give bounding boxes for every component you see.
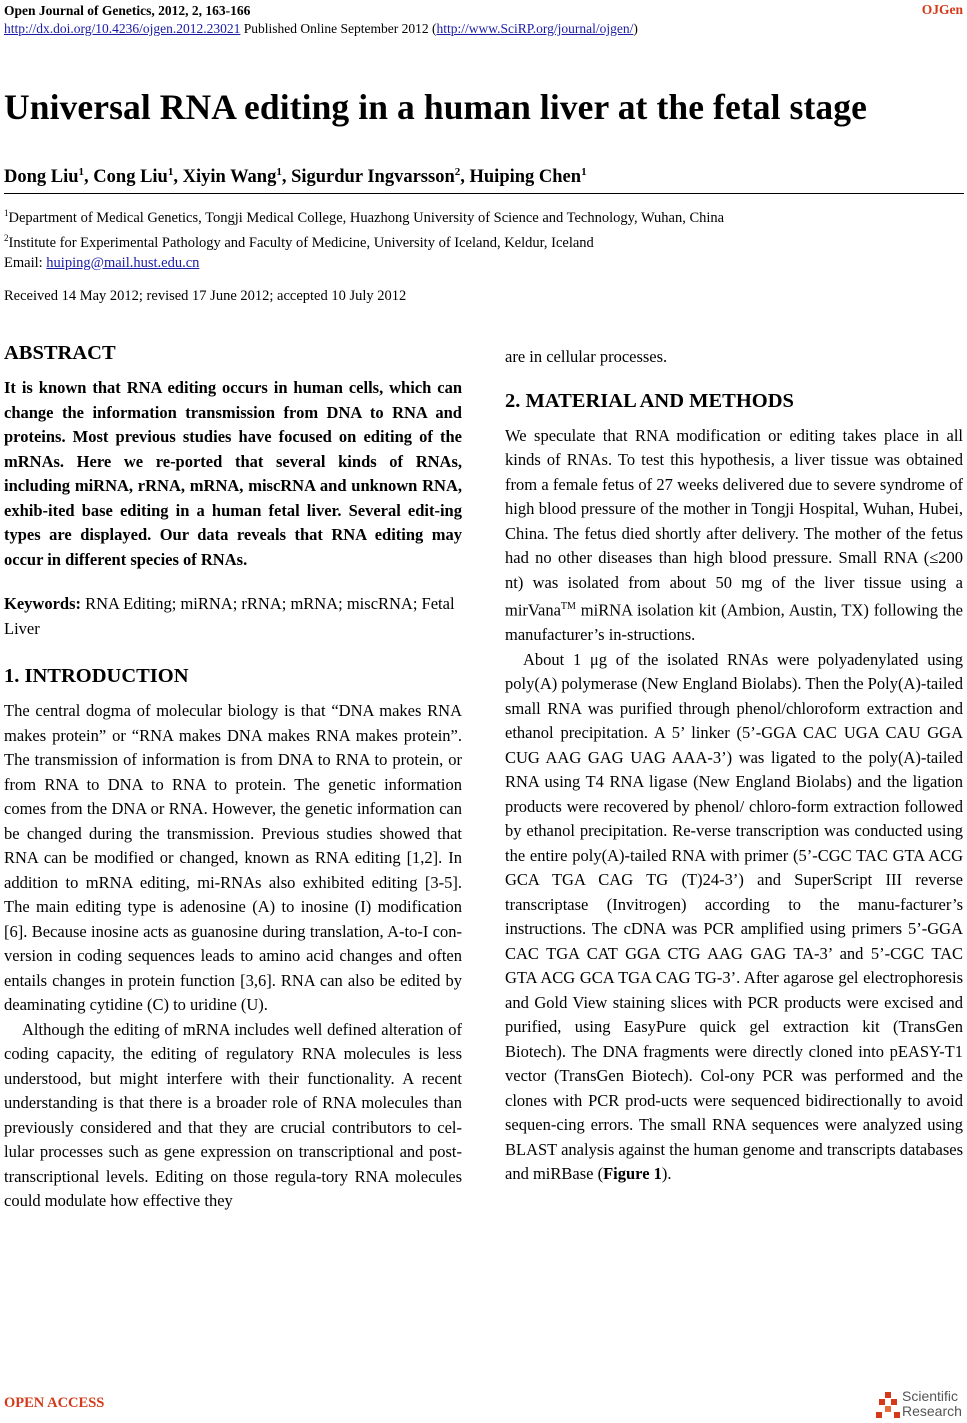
logo-text-line-1: Scientific <box>902 1388 959 1404</box>
left-column <box>4 340 462 1214</box>
author-affiliation-sup: 2 <box>454 166 461 178</box>
author-name: Huiping Chen <box>469 167 582 188</box>
methods-text: miRNA isolation kit (Ambion, Austin, TX) following the manufacturer’s in-structions. <box>505 600 963 644</box>
publisher-logo-icon <box>876 1392 900 1420</box>
methods-paragraph-2 <box>505 648 963 1187</box>
email-link[interactable]: huiping@mail.hust.edu.cn <box>46 254 200 271</box>
intro-paragraph-2-continued: are in cellular processes. <box>505 347 668 366</box>
affiliation-sup: 1 <box>4 208 9 218</box>
keywords-label: Keywords: <box>4 594 81 613</box>
author-affiliation-sup: 1 <box>581 166 587 178</box>
author-name: Cong Liu <box>93 167 168 188</box>
affiliations <box>4 203 724 273</box>
methods-paragraph-1 <box>505 424 963 648</box>
journal-link[interactable]: http://www.SciRP.org/journal/ojgen/ <box>436 21 634 36</box>
received-dates: Received 14 May 2012; revised 17 June 2012; accepted 10 July 2012 <box>4 288 407 304</box>
scientific-research-logo <box>876 1388 966 1422</box>
email-label: Email: <box>4 254 47 271</box>
keywords <box>4 592 462 641</box>
figure-reference[interactable]: Figure 1 <box>603 1164 662 1183</box>
logo-text-line-2: Research <box>902 1403 962 1419</box>
journal-abbrev: OJGen <box>921 2 963 17</box>
methods-text: ). <box>661 1164 672 1183</box>
right-column <box>505 345 963 1187</box>
affiliation-text: Institute for Experimental Pathology and Faculty of Medicine, University of Iceland, Keldur, Iceland <box>8 234 594 251</box>
publication-line <box>4 20 638 38</box>
affiliation-text: Department of Medical Genetics, Tongji Medical College, Huazhong University of Science and Technology, Wuhan, China <box>8 209 725 226</box>
author-affiliation-sup: 1 <box>167 166 174 178</box>
introduction-heading: 1. INTRODUCTION <box>4 665 189 687</box>
abstract-heading: ABSTRACT <box>4 342 116 364</box>
running-header <box>4 2 638 38</box>
author-list <box>4 166 587 188</box>
author-separator: , <box>173 167 183 188</box>
keywords-text: RNA Editing; miRNA; rRNA; mRNA; miscRNA; Fetal Liver <box>4 594 455 638</box>
title-divider <box>4 193 964 194</box>
author-affiliation-sup: 1 <box>276 166 282 178</box>
methods-text: About 1 μg of the isolated RNAs were polyadenylated using poly(A) polymerase (New England Biolabs). Then the Poly(A)-tailed small RNA was purified through phenol/chloroform extraction and ethanol precipitation. A 5’ linker (5’-GGA CAC UGA CAU GGA CUG AAG GAG UAG AAA-3’) was ligated to the poly(A)-tailed RNA using T4 RNA ligase (New England Biolabs) and the ligation products were recovered by phenol/ chloro-form extraction followed by ethanol precipitation. Re-verse transcription was conducted using the entire poly(A)-tailed RNA with primer (5’-CGC TAC GTA ACG GCA TGA CAG TG (T)24-3’) and SuperScript III reverse transcriptase (Invitrogen) according to the manu-facturer’s instructions. The cDNA was PCR amplified using primers 5’-GGA CAC TGA CAT GGA CTG AAG GAG TA-3’ and 5’-CGC TAC GTA ACG GCA TGA CAG TG-3’. After agarose gel electrophoresis and Gold View staining slices with PCR products were excised and purified, using EasyPure quick gel extraction kit (TransGen Biotech). The DNA fragments were directly cloned into pEASY-T1 vector (TransGen Biotech). Col-ony PCR was performed and the clones with PCR prod-ucts were sequenced bidirectionally to avoid sequen-cing errors. The small RNA sequences were analyzed using BLAST analysis against the human genome and transcripts databases and miRBase ( <box>505 649 963 1183</box>
affiliation-1 <box>4 203 724 228</box>
journal-citation: Open Journal of Genetics, 2012, 2, 163-166 <box>4 3 251 18</box>
doi-link[interactable]: http://dx.doi.org/10.4236/ojgen.2012.23021 <box>4 21 241 36</box>
affiliation-sup: 2 <box>4 232 9 243</box>
author-separator: , <box>84 167 94 188</box>
author-name: Sigurdur Ingvarsson <box>291 167 455 188</box>
open-access-label: OPEN ACCESS <box>4 1395 105 1411</box>
affiliation-2 <box>4 228 724 253</box>
intro-paragraph-1: The central dogma of molecular biology is that “DNA makes RNA makes protein” or “RNA makes DNA makes RNA makes protein”. The transmission of information is from DNA to RNA to protein, or from RNA to DNA to RNA to protein. The genetic information comes from the DNA or RNA. However, the genetic information can be changed during the transmission. Previous studies showed that RNA can be modified or changed, known as RNA editing [1,2]. In addition to mRNA editing, mi-RNAs also exhibited editing [3-5]. The main editing type is adenosine (A) to inosine (I) modification [6]. Because inosine acts as guanosine during translation, A-to-I con-version in coding sequences leads to amino acid changes and often entails changes in protein function [3,6]. RNA can also be edited by deaminating cytidine (C) to uridine (U). <box>4 701 462 1014</box>
trademark-sup: TM <box>560 601 576 612</box>
close-paren: ) <box>633 21 638 36</box>
methods-text: We speculate that RNA modification or editing takes place in all kinds of RNAs. To test this hypothesis, a liver tissue was obtained from a female fetus of 27 weeks delivered due to severe syndrome of high blood pressure of the mother in Tongji Hospital, Wuhan, Hubei, China. The fetus died shortly after delivery. The mother of the fetus had no other diseases than high blood pressure. Small RNA (≤200 nt) was isolated from about 50 mg of the liver tissue using a mirVana <box>505 425 963 620</box>
author-affiliation-sup: 1 <box>78 166 85 178</box>
intro-paragraph-2: Although the editing of mRNA includes well defined alteration of coding capacity, the editing of regulatory RNA molecules is less understood, but might interfere with their functionality. A recent understanding is that there is a broader role of RNA molecules than previously considered and that they are crucial contributors to cel-lular processes such as gene expression on transcriptional and post-transcriptional levels. Editing on those regula-tory RNA molecules could modulate how effective they <box>4 1019 462 1210</box>
methods-heading: 2. MATERIAL AND METHODS <box>505 389 794 412</box>
abstract-text: It is known that RNA editing occurs in human cells, which can change the information transmission from DNA to RNA and proteins. Most previous studies have focused on editing of the mRNAs. Here we re-ported that several kinds of RNAs, including miRNA, rRNA, mRNA, miscRNA and unknown RNA, exhib-ited base editing in a human fetal liver. Several edit-ing types are displayed. Our data reveals that RNA editing may occur in different species of RNAs. <box>4 378 462 569</box>
author-separator: , <box>281 167 292 188</box>
author-separator: , <box>460 167 470 188</box>
author-name: Xiyin Wang <box>182 167 277 188</box>
email-line <box>4 253 724 273</box>
published-text: Published Online September 2012 ( <box>243 21 437 36</box>
author-name: Dong Liu <box>4 167 79 188</box>
article-title: Universal RNA editing in a human liver at the fetal stage <box>4 87 867 127</box>
